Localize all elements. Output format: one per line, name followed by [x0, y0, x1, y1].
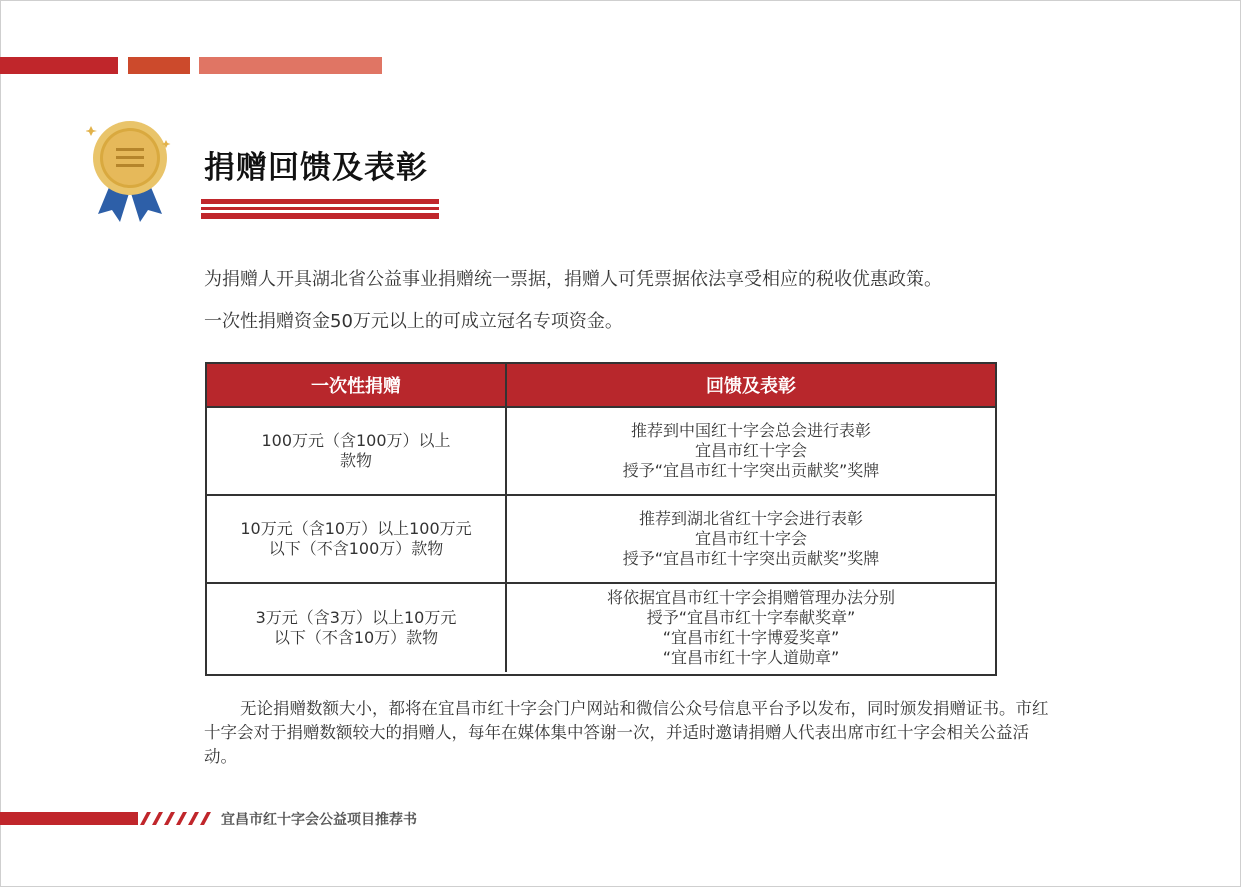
table-row — [207, 408, 995, 496]
amount-cell — [207, 584, 507, 672]
title-underline — [201, 199, 439, 204]
reward-cell — [507, 584, 995, 672]
title-underline — [201, 213, 439, 219]
reward-line: 授予“宜昌市红十字奉献奖章” — [646, 608, 856, 627]
reward-line: 推荐到湖北省红十字会进行表彰 — [638, 509, 863, 528]
table-header-cell: 一次性捐赠 — [207, 364, 507, 406]
footer-stripes — [138, 812, 214, 825]
intro-paragraph: 为捐赠人开具湖北省公益事业捐赠统一票据，捐赠人可凭票据依法享受相应的税收优惠政策。 — [204, 269, 942, 290]
amount-line: 以下（不含10万）款物 — [273, 628, 439, 647]
reward-line: “宜昌市红十字人道勋章” — [662, 648, 840, 667]
footer-title: 宜昌市红十字会公益项目推荐书 — [221, 812, 417, 828]
top-decor-bar — [199, 57, 382, 74]
table-header-row — [207, 364, 995, 408]
reward-line: 宜昌市红十字会 — [694, 529, 807, 548]
title-underline — [201, 207, 439, 210]
table-row — [207, 496, 995, 584]
summary-text: 无论捐赠数额大小，都将在宜昌市红十字会门户网站和微信公众号信息平台予以发布，同时颁发捐赠证书。市红十字会对于捐赠数额较大的捐赠人，每年在媒体集中答谢一次，并适时邀请捐赠人代表出席市红十字会相关公益活动。 — [204, 699, 1049, 766]
reward-cell — [507, 408, 995, 494]
reward-line: “宜昌市红十字博爱奖章” — [662, 628, 840, 647]
footer-decor-bar — [0, 812, 138, 825]
amount-line: 10万元（含10万）以上100万元 — [240, 519, 472, 538]
reward-line: 授予“宜昌市红十字突出贡献奖”奖牌 — [622, 549, 880, 568]
reward-line: 授予“宜昌市红十字突出贡献奖”奖牌 — [622, 461, 880, 480]
summary-paragraph — [204, 697, 1056, 769]
intro-paragraph: 一次性捐赠资金50万元以上的可成立冠名专项资金。 — [204, 311, 623, 332]
table-header-cell: 回馈及表彰 — [706, 376, 796, 397]
amount-cell — [207, 408, 507, 494]
page-title: 捐赠回馈及表彰 — [204, 150, 428, 186]
reward-line: 宜昌市红十字会 — [694, 441, 807, 460]
reward-line: 将依据宜昌市红十字会捐赠管理办法分别 — [606, 588, 895, 607]
top-decor-bar — [0, 57, 118, 74]
table-row — [207, 584, 995, 672]
medal-icon — [86, 118, 174, 228]
amount-cell — [207, 496, 507, 582]
amount-line: 款物 — [339, 451, 372, 470]
amount-line: 以下（不含100万）款物 — [268, 539, 444, 558]
amount-line: 100万元（含100万）以上 — [261, 431, 451, 450]
reward-line: 推荐到中国红十字会总会进行表彰 — [630, 421, 871, 440]
top-decor-bar — [128, 57, 190, 74]
reward-cell — [507, 496, 995, 582]
amount-line: 3万元（含3万）以上10万元 — [255, 608, 457, 627]
reward-table — [205, 362, 997, 676]
